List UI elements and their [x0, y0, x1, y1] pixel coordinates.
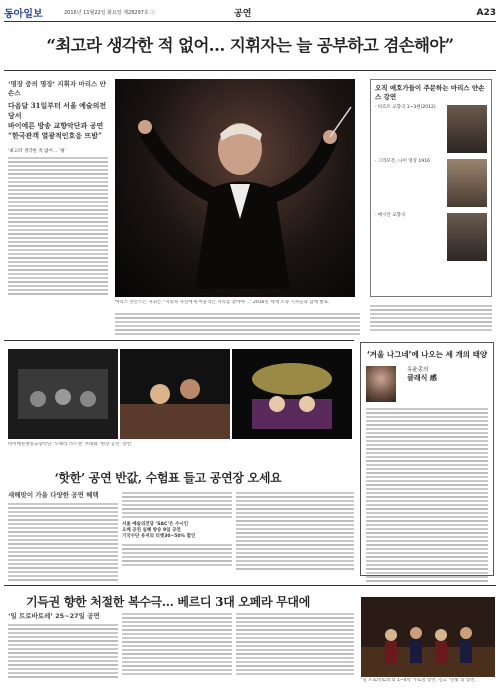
conductor-figure — [115, 79, 355, 297]
story1-lede — [8, 101, 108, 141]
column-name: 클래식 感 — [407, 374, 437, 382]
sidebox-item3: · 메시안 교향곡 — [375, 213, 406, 218]
story1-lede-line1: 다음달 31일부터 서울 예술의전당서 — [8, 101, 107, 120]
section-rule — [4, 340, 354, 341]
sidebox-item2: · 그라모폰, 나이 영상 1916 — [375, 159, 430, 164]
opera-photo — [361, 597, 495, 677]
main-headline: “최고라 생각한 적 없어… 지휘자는 늘 공부하고 겸손해야” — [46, 36, 454, 55]
album-cover-3 — [447, 213, 487, 261]
winterbox-body — [366, 408, 488, 582]
story1-lede-line2: 바이에른 방송 교향악단과 공연 — [8, 121, 104, 130]
story1-continued-right — [370, 303, 492, 336]
opera-caption-row — [361, 678, 495, 688]
story1-kicker: ‘명장 중의 명장’ 지휘자 마리스 얀손스 — [8, 80, 106, 97]
album-cover-2 — [447, 159, 487, 207]
story1-quote: ‘최고라 생각한 적 없어… ’평’ — [8, 149, 66, 154]
stage-photo-1 — [8, 349, 118, 439]
stage-caption: 바이에른방송교향악단 ‘오페라 카르멘’ 무대와 ‘현장 공연’ 장면. — [8, 442, 133, 447]
stage-photo-2 — [120, 349, 230, 439]
story2-column-1 — [8, 490, 118, 585]
story2-column-3 — [236, 490, 354, 585]
dateline: 2016년 11월22일 화요일 제28297호 ⓒ — [64, 10, 156, 16]
bottom-section-rule — [4, 585, 496, 586]
headline-rule — [4, 70, 496, 71]
story2-box — [122, 522, 232, 540]
story3-headline: 기득권 향한 처절한 복수극… 베르디 3대 오페라 무대에 — [25, 595, 311, 609]
masthead — [4, 4, 496, 22]
photo-caption: 마리스 얀손스는 지휘는 “지휘자 자신에게 어울리는 자리를 찾아야…” 2016년 세계 소속 기자들과 함께 발표. — [115, 300, 330, 305]
columnist-label: 유윤종의 — [407, 367, 429, 373]
story3-column-3 — [236, 611, 354, 689]
story2-headline: ‘핫한’ 공연 반값, 수험표 들고 공연장 오세요 — [54, 471, 282, 485]
sidebox-item1: · 바흐트 교향곡 1~3편(2012) — [375, 105, 436, 110]
story1-lede-line3: “한국관객 열광적인호응 뜨밤” — [8, 131, 103, 140]
columnist-portrait — [366, 366, 396, 402]
story1-body-text — [8, 157, 108, 295]
story2-box-line3: 기국수단 유저의 티켓30~50% 할인 — [122, 534, 196, 539]
story2-box-line2: 오페 공연 실혜 방송 9일 공연 — [122, 528, 181, 533]
story3-kicker: ‘일 트로바토레’ 25~27일 공연 — [8, 612, 100, 620]
story1-continued — [115, 311, 360, 336]
conductor-photo — [115, 79, 355, 297]
story3-column-1 — [8, 611, 118, 689]
stage-caption-row — [8, 442, 353, 452]
story1-column — [8, 79, 108, 324]
section-label: 공연 — [234, 9, 252, 19]
recommendation-sidebox — [370, 79, 492, 297]
sidebox-title: 오직 애호가들이 주문하는 마리스 얀손스 강연 — [375, 84, 485, 101]
album-cover-1 — [447, 105, 487, 153]
column-box-winter — [360, 342, 494, 576]
stage-photo-3 — [232, 349, 352, 439]
story2-box-title: 서울 예술의전당 ‘SAC’은 수시인 — [122, 522, 189, 527]
story2-column-2 — [122, 490, 232, 585]
opera-caption: ‘일 트로바토레’의 1~4막 가로질 장면. 길고 ‘달빛’의 장면. — [361, 678, 477, 683]
winterbox-title: ‘겨울 나그네’에 나오는 세 개의 태양 — [366, 350, 488, 359]
page-number: A23 — [476, 7, 496, 18]
story2-kicker: 새해맞이 가을 다양한 공연 혜택 — [8, 491, 99, 499]
newspaper-logo: 동아일보 — [4, 9, 43, 20]
story3-column-2 — [122, 611, 232, 689]
columnist-byline — [407, 366, 437, 383]
